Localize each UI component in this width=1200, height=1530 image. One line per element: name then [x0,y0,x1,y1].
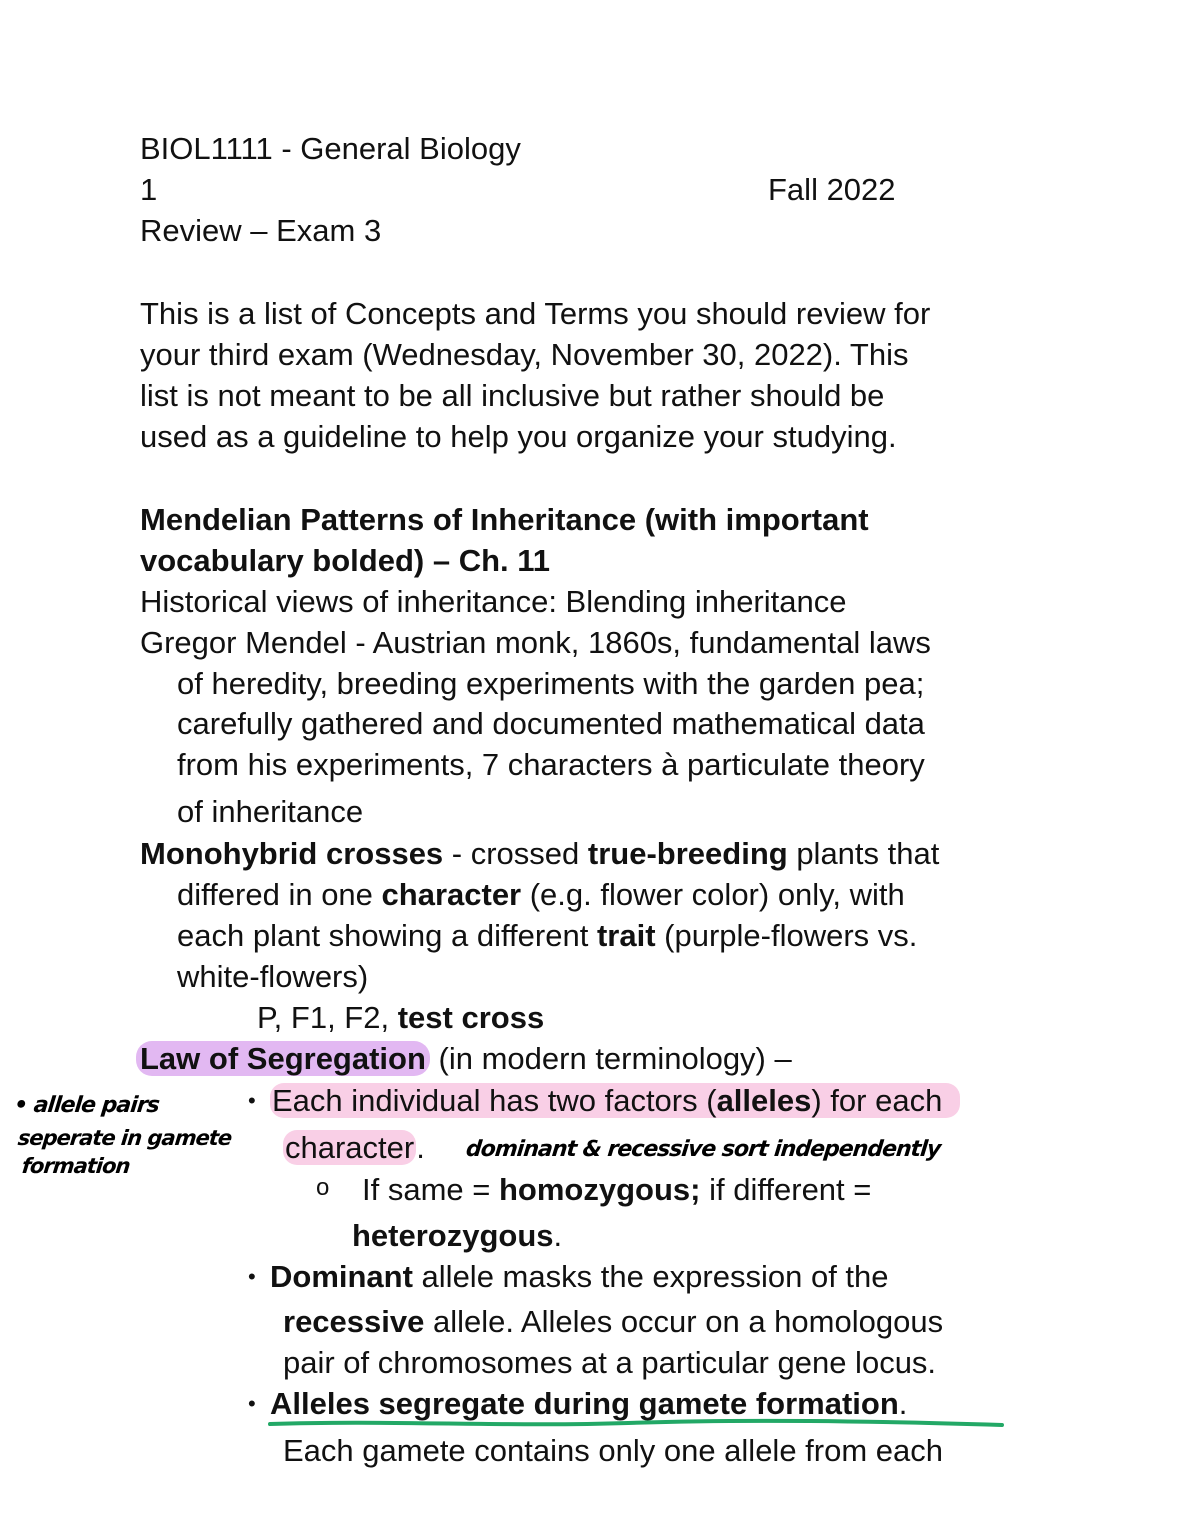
margin-note-line: formation [20,1154,131,1178]
bullet-line [283,1128,425,1168]
dominant-term: Dominant [270,1259,413,1294]
bullet-line [270,1081,960,1121]
mendel-line: carefully gathered and documented mathematical data [177,706,925,741]
text: allele masks the expression of the [412,1259,889,1294]
generations-line [257,998,544,1038]
law-of-segregation-term: Law of Segregation [136,1041,430,1076]
term-label: Fall 2022 [768,172,896,207]
text: (purple-flowers vs. [655,918,918,953]
margin-note-line: • allele pairs [12,1093,161,1118]
sub-bullet-line [352,1216,562,1256]
section-heading-line: vocabulary bolded) – Ch. 11 [140,543,551,578]
intro-line: your third exam (Wednesday, November 30, 2022). This [140,337,909,372]
true-breeding-term: true-breeding [587,836,788,871]
text: (e.g. flower color) only, with [521,877,905,912]
text: P, F1, F2, [257,1000,398,1035]
historical-views: Historical views of inheritance: Blending inheritance [140,584,847,619]
text: . [553,1218,563,1253]
homozygous-term: homozygous; [498,1172,701,1207]
bullet-line: Each gamete contains only one allele from each [283,1433,944,1468]
monohybrid-line [177,875,905,915]
segregation-heading [140,1039,792,1079]
document-title: Review – Exam 3 [140,213,382,248]
handwritten-inline-note: dominant & recessive sort independently [464,1137,942,1162]
recessive-term: recessive [283,1304,425,1339]
character-term: character [381,877,522,912]
mendel-line: Gregor Mendel - Austrian monk, 1860s, fundamental laws [140,625,931,660]
course-title: BIOL1111 - General Biology [140,131,521,166]
bullet-line [283,1302,943,1342]
text: plants that [787,836,940,871]
bullet-line [270,1257,889,1297]
section-number: 1 [140,172,158,207]
text: - crossed [443,836,588,871]
green-underline [268,1416,1008,1432]
sub-bullet-line [362,1170,871,1210]
mendel-line: of inheritance [177,794,364,829]
margin-note-line: seperate in gamete [16,1126,233,1150]
monohybrid-line [177,916,917,956]
text: each plant showing a different [177,918,597,953]
bullet-icon: • [248,1391,256,1416]
monohybrid-line: white-flowers) [177,959,369,994]
bullet-icon: • [248,1088,256,1113]
heterozygous-term: heterozygous [352,1218,554,1253]
mendel-line: from his experiments, 7 characters à particulate theory [177,747,925,782]
alleles-segregate-term: Alleles segregate during gamete formation [270,1386,899,1421]
text: . [416,1130,425,1165]
text: if different = [700,1172,872,1207]
trait-term: trait [596,918,656,953]
bullet-icon: • [248,1264,256,1289]
text: (in modern terminology) – [429,1041,792,1076]
alleles-term: alleles [716,1083,812,1118]
text: . [898,1386,908,1421]
mendel-line: of heredity, breeding experiments with the garden pea; [177,666,925,701]
highlighted-text: character [285,1130,415,1165]
text: If same = [362,1172,499,1207]
monohybrid-term: Monohybrid crosses [140,836,444,871]
text: allele. Alleles occur on a homologous [424,1304,944,1339]
monohybrid-line [140,834,939,874]
test-cross-term: test cross [397,1000,545,1035]
highlighted-text: Each individual has two factors (alleles) for each [270,1083,960,1118]
intro-line: used as a guideline to help you organize your studying. [140,419,897,454]
circle-bullet-icon: o [316,1174,330,1201]
section-heading-line: Mendelian Patterns of Inheritance (with important [140,502,869,537]
bullet-line: pair of chromosomes at a particular gene locus. [283,1345,937,1380]
intro-line: This is a list of Concepts and Terms you should review for [140,296,931,331]
intro-line: list is not meant to be all inclusive but rather should be [140,378,885,413]
text: differed in one [177,877,382,912]
